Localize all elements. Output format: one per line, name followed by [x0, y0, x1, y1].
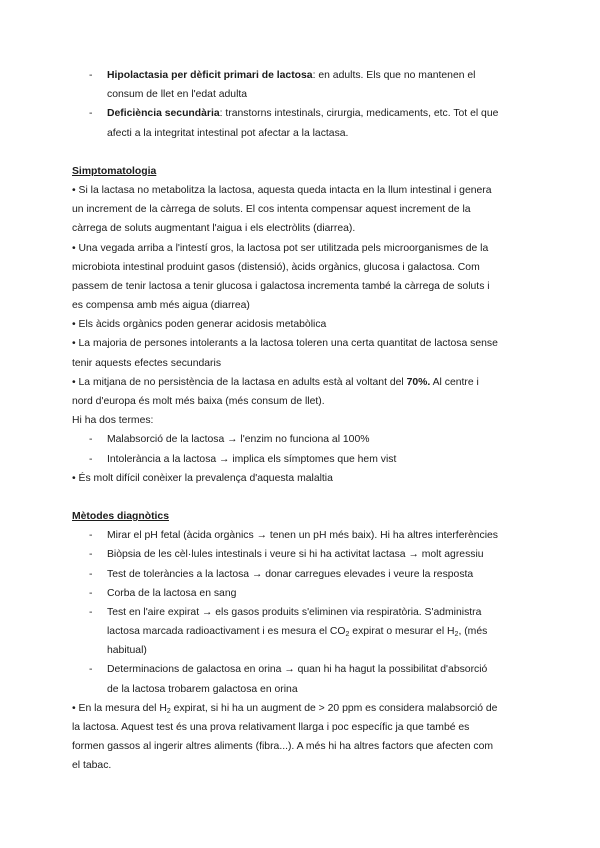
paragraph-line: es compensa amb més aigua (diarrea): [72, 300, 250, 312]
list-item: - Test en l'aire expirat → els gasos produits s'eliminen via respiratòria. S'administra: [72, 603, 532, 622]
section-heading: Simptomatologia: [72, 165, 157, 177]
paragraph-line: • La mitjana de no persistència de la lactasa en adults està al voltant del 70%. Al centre i: [72, 376, 479, 388]
list-item-continuation: afecti a la integritat intestinal pot afectar a la lactasa.: [107, 127, 349, 139]
paragraph-line: • Si la lactasa no metabolitza la lactosa, aquesta queda intacta en la llum intestinal i genera: [72, 184, 492, 196]
list-item: - Determinacions de galactosa en orina → quan hi ha hagut la possibilitat d'absorció: [72, 660, 532, 679]
paragraph-line: passem de tenir lactosa a tenir glucosa i galactosa incrementa també la càrrega de soluts i: [72, 280, 490, 292]
section-simptomatologia: [72, 162, 532, 488]
paragraph-line: nord d'europa és molt més baixa (més consum de llet).: [72, 396, 325, 407]
spacer: [72, 143, 532, 162]
list-item-continuation: consum de llet en l'edat adulta: [107, 89, 248, 101]
document-page: [72, 66, 532, 776]
list-item: - Mirar el pH fetal (àcida orgànics → tenen un pH més baix). Hi ha altres interferències: [72, 526, 532, 545]
paragraph-line: • Una vegada arriba a l'intestí gros, la lactosa pot ser utilitzada pels microorganismes de la: [72, 242, 489, 254]
paragraph-line: la lactosa. Aquest test és una prova relativament llarga i poc específic ja que també es: [72, 722, 470, 733]
list-item-continuation: de la lactosa trobarem galactosa en orina: [107, 683, 298, 695]
list-item: - Corba de la lactosa en sang: [72, 584, 532, 603]
intro-list: [72, 66, 532, 143]
spacer: [72, 488, 532, 507]
list-item: - Deficiència secundària: transtorns intestinals, cirurgia, medicaments, etc. Tot el que: [72, 104, 532, 123]
paragraph-line: el tabac.: [72, 760, 112, 772]
list-item: - Hipolactasia per dèficit primari de lactosa: en adults. Els que no mantenen el: [72, 66, 532, 85]
paragraph-line: • La majoria de persones intolerants a la lactosa toleren una certa quantitat de lactosa sense: [72, 338, 498, 350]
list-item-continuation: habitual): [107, 645, 147, 657]
paragraph-line: Hi ha dos termes:: [72, 415, 154, 427]
paragraph-line: • Els àcids orgànics poden generar acidosis metabòlica: [72, 319, 327, 331]
paragraph-line: tenir aquests efectes secundaris: [72, 357, 222, 369]
paragraph-line: càrrega de soluts augmentant l'aigua i els electròlits (diarrea).: [72, 223, 356, 235]
paragraph-line: microbiota intestinal produint gasos (distensió), àcids orgànics, glucosa i galactosa. Com: [72, 261, 480, 273]
list-item-continuation: lactosa marcada radioactivament i es mesura el $CO_2$ expirat o mesurar el $H_2$, (més: [107, 626, 488, 639]
section-heading: Mètodes diagnòtics: [72, 510, 169, 522]
paragraph-line: formen gassos al ingerir altres aliments (fibra...). A més hi ha altres factors que afecten com: [72, 741, 494, 753]
list-item: - Biòpsia de les cèl·lules intestinals i veure si hi ha activitat lactasa → molt agressiu: [72, 545, 532, 564]
list-item: - Test de toleràncies a la lactosa → donar carregues elevades i veure la resposta: [72, 565, 532, 584]
paragraph-line: • En la mesura del $H_2$ expirat, si hi ha un augment de > 20 ppm es considera malabsorció de: [72, 702, 498, 715]
section-metodes: [72, 507, 532, 776]
list-item: - Malabsorció de la lactosa → l'enzim no funciona al 100%: [72, 430, 532, 449]
paragraph-line: • És molt difícil conèixer la prevalença d'aquesta malaltia: [72, 472, 333, 484]
list-item: - Intolerància a la lactosa → implica els símptomes que hem vist: [72, 450, 532, 469]
paragraph-line: un increment de la càrrega de soluts. El cos intenta compensar aquest increment de la: [72, 204, 471, 216]
